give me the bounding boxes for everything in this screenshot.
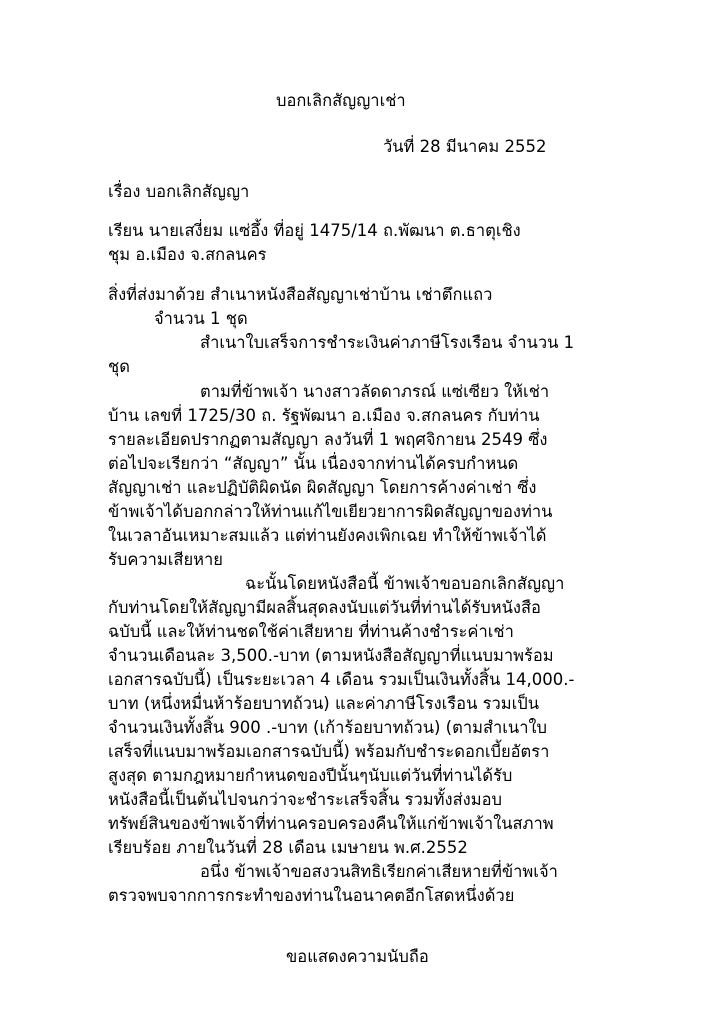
- body-line: สูงสุด ตามกฎหมายกำหนดของปีนั้นๆนับแต่วันที่ท่านได้รับ: [108, 766, 513, 785]
- body-line: ต่อไปจะเรียกว่า “สัญญา” นั้น เนื่องจากท่านได้ครบกำหนด: [108, 454, 519, 473]
- body-line: ในเวลาอันเหมาะสมแล้ว แต่ท่านยังคงเพิกเฉย ทำให้ข้าพเจ้าได้: [108, 526, 547, 545]
- salutation-line: เรียน นายเสงี่ยม แซ่อึ้ง ที่อยู่ 1475/14 ถ.พัฒนา ต.ธาตุเชิง: [108, 221, 521, 240]
- enclosure-line: สำเนาใบเสร็จการชำระเงินค่าภาษีโรงเรือน จำนวน 1: [200, 333, 575, 352]
- body-line: ข้าพเจ้าได้บอกกล่าวให้ท่านแก้ไขเยียวยาการผิดสัญญาของท่าน: [108, 502, 553, 521]
- salutation-line: ชุม อ.เมือง จ.สกลนคร: [108, 245, 267, 264]
- body-line: ตรวจพบจากการกระทำของท่านในอนาคตอีกโสดหนึ่งด้วย: [108, 886, 515, 905]
- body-line: สัญญาเช่า และปฏิบัติผิดนัด ผิดสัญญา โดยการค้างค่าเช่า ซึ่ง: [108, 478, 537, 497]
- body-line: รับความเสียหาย: [108, 550, 223, 569]
- body-line: เสร็จที่แนบมาพร้อมเอกสารฉบับนี้) พร้อมกับชำระดอกเบี้ยอัตรา: [108, 742, 550, 761]
- body-line: เรียบร้อย ภายในวันที่ 28 เดือน เมษายน พ.ศ.2552: [108, 838, 468, 857]
- body-line: ฉบับนี้ และให้ท่านชดใช้ค่าเสียหาย ที่ท่านค้างชำระค่าเช่า: [108, 622, 514, 641]
- enclosure-line: สิ่งที่ส่งมาด้วย สำเนาหนังสือสัญญาเช่าบ้าน เช่าตึกแถว: [108, 285, 493, 304]
- letter-title: บอกเลิกสัญญาเช่า: [276, 91, 406, 110]
- body-line: อนึ่ง ข้าพเจ้าขอสงวนสิทธิเรียกค่าเสียหายที่ข้าพเจ้า: [200, 862, 558, 881]
- body-line: กับท่านโดยให้สัญญามีผลสิ้นสุดลงนับแต่วันที่ท่านได้รับหนังสือ: [108, 598, 541, 617]
- body-line: รายละเอียดปรากฏตามสัญญา ลงวันที่ 1 พฤศจิกายน 2549 ซึ่ง: [108, 430, 548, 449]
- body-line: ตามที่ข้าพเจ้า นางสาวลัดดาภรณ์ แซ่เซียว ให้เช่า: [200, 382, 550, 401]
- subject-line: เรื่อง บอกเลิกสัญญา: [108, 182, 250, 201]
- letter-date: วันที่ 28 มีนาคม 2552: [383, 137, 547, 156]
- body-line: บาท (หนึ่งหมื่นห้าร้อยบาทถ้วน) และค่าภาษีโรงเรือน รวมเป็น: [108, 694, 539, 713]
- body-line: จำนวนเดือนละ 3,500.-บาท (ตามหนังสือสัญญาที่แนบมาพร้อม: [108, 646, 554, 665]
- body-line: จำนวนเงินทั้งสิ้น 900 .-บาท (เก้าร้อยบาทถ้วน) (ตามสำเนาใบ: [108, 718, 548, 737]
- body-line: ทรัพย์สินของข้าพเจ้าที่ท่านครอบครองคืนให้แก่ข้าพเจ้าในสภาพ: [108, 814, 554, 833]
- body-line: บ้าน เลขที่ 1725/30 ถ. รัฐพัฒนา อ.เมือง จ.สกลนคร กับท่าน: [108, 406, 540, 425]
- body-line: ฉะนั้นโดยหนังสือนี้ ข้าพเจ้าขอบอกเลิกสัญญา: [245, 574, 565, 593]
- enclosure-line: จำนวน 1 ชุด: [154, 309, 248, 328]
- body-line: หนังสือนี้เป็นต้นไปจนกว่าจะชำระเสร็จสิ้น รวมทั้งส่งมอบ: [108, 790, 502, 809]
- body-line: เอกสารฉบับนี้) เป็นระยะเวลา 4 เดือน รวมเป็นเงินทั้งสิ้น 14,000.-: [108, 670, 575, 689]
- enclosure-line: ชุด: [108, 357, 130, 376]
- closing-line: ขอแสดงความนับถือ: [286, 947, 429, 966]
